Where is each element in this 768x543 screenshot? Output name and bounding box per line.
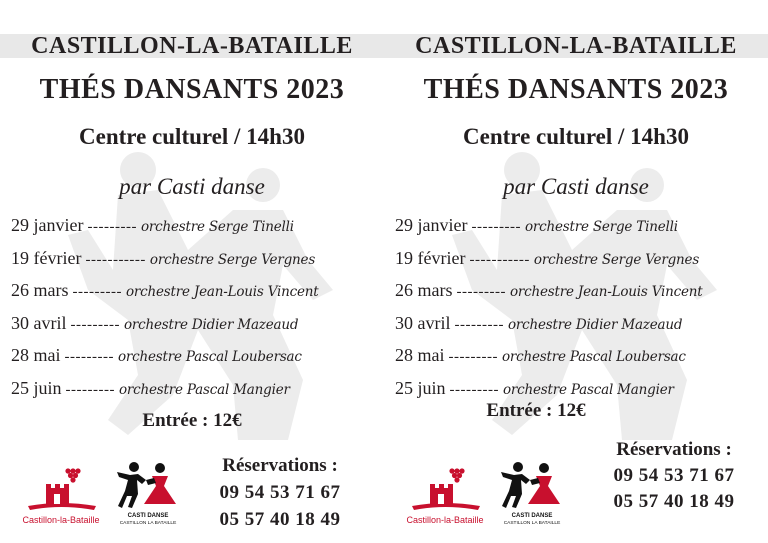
event-date: 30 avril: [11, 312, 67, 333]
event-date: 26 mars: [395, 280, 453, 300]
castle-logo-icon: [400, 466, 490, 526]
schedule-row: [11, 243, 381, 276]
town-name: CASTILLON-LA-BATAILLE: [31, 33, 353, 59]
schedule-list: [11, 210, 381, 405]
phone-number: 09 54 53 71 67: [219, 482, 341, 503]
dash-separator: -----------: [85, 251, 146, 268]
band-name: orchestre Pascal Loubersac: [501, 349, 686, 365]
event-date: 29 janvier: [395, 215, 468, 235]
band-name: orchestre Didier Mazeaud: [123, 316, 299, 333]
event-date: 28 mai: [395, 345, 445, 365]
reservations-label: Réservations :: [616, 439, 732, 460]
dash-separator: ---------: [70, 316, 120, 333]
schedule-row: [395, 243, 765, 276]
dash-separator: ---------: [72, 284, 122, 300]
band-name: orchestre Jean-Louis Vincent: [509, 284, 703, 300]
event-date: 29 janvier: [11, 215, 84, 235]
dance-logo-caption-1: CASTI DANSE: [127, 513, 169, 519]
band-name: orchestre Didier Mazeaud: [507, 316, 683, 333]
event-date: 25 juin: [395, 377, 446, 398]
dance-logo-caption-2: CASTILLON LA BATAILLE: [119, 521, 177, 526]
band-name: orchestre Pascal Mangier: [502, 381, 674, 398]
dash-separator: ---------: [448, 349, 498, 365]
casti-danse-logo-icon: [112, 458, 184, 528]
schedule-list: [395, 210, 765, 405]
band-name: orchestre Serge Tinelli: [524, 219, 678, 235]
town-logo-caption: Castillon-la-Bataille: [406, 515, 484, 525]
entry-price: Entrée : 12€: [486, 400, 586, 421]
event-date: 26 mars: [11, 280, 69, 300]
venue-time: Centre culturel / 14h30: [79, 124, 305, 149]
schedule-row: [11, 275, 381, 308]
schedule-row: [11, 373, 381, 406]
reservations-block: [190, 452, 370, 533]
organizer: par Casti danse: [119, 174, 265, 199]
event-date: 28 mai: [11, 345, 61, 365]
phone-number: 05 57 40 18 49: [613, 491, 735, 512]
dash-separator: ---------: [454, 316, 504, 333]
dash-separator: ---------: [449, 381, 499, 398]
band-name: orchestre Serge Tinelli: [140, 219, 294, 235]
schedule-row: [11, 308, 381, 341]
band-name: orchestre Jean-Louis Vincent: [125, 284, 319, 300]
event-date: 19 février: [11, 247, 82, 268]
dash-separator: ---------: [65, 381, 115, 398]
event-date: 30 avril: [395, 312, 451, 333]
band-name: orchestre Pascal Loubersac: [117, 349, 302, 365]
entry-price: Entrée : 12€: [142, 410, 242, 431]
band-name: orchestre Serge Vergnes: [149, 251, 316, 268]
event-title: THÉS DANSANTS 2023: [423, 74, 729, 105]
schedule-row: [11, 210, 381, 243]
venue-time: Centre culturel / 14h30: [463, 124, 689, 149]
dash-separator: ---------: [64, 349, 114, 365]
town-name: CASTILLON-LA-BATAILLE: [415, 33, 737, 59]
band-name: orchestre Pascal Mangier: [118, 381, 290, 398]
dash-separator: ---------: [87, 219, 137, 235]
band-name: orchestre Serge Vergnes: [533, 251, 700, 268]
schedule-row: [395, 308, 765, 341]
reservations-block: [584, 437, 764, 515]
dash-separator: ---------: [456, 284, 506, 300]
organizer: par Casti danse: [503, 174, 649, 199]
casti-danse-logo-icon: [496, 458, 568, 528]
phone-number: 05 57 40 18 49: [219, 509, 341, 530]
event-date: 25 juin: [11, 377, 62, 398]
dance-logo-caption-2: CASTILLON LA BATAILLE: [503, 521, 561, 526]
schedule-row: [395, 340, 765, 373]
event-date: 19 février: [395, 247, 466, 268]
castle-logo-icon: [16, 466, 106, 526]
schedule-row: [395, 275, 765, 308]
dash-separator: -----------: [469, 251, 530, 268]
dash-separator: ---------: [471, 219, 521, 235]
schedule-row: [11, 340, 381, 373]
phone-number: 09 54 53 71 67: [613, 465, 735, 486]
event-title: THÉS DANSANTS 2023: [39, 74, 345, 105]
town-logo-caption: Castillon-la-Bataille: [22, 515, 100, 525]
flyer-right: [384, 0, 768, 543]
reservations-label: Réservations :: [222, 455, 338, 476]
schedule-row: [395, 210, 765, 243]
dance-logo-caption-1: CASTI DANSE: [511, 513, 553, 519]
